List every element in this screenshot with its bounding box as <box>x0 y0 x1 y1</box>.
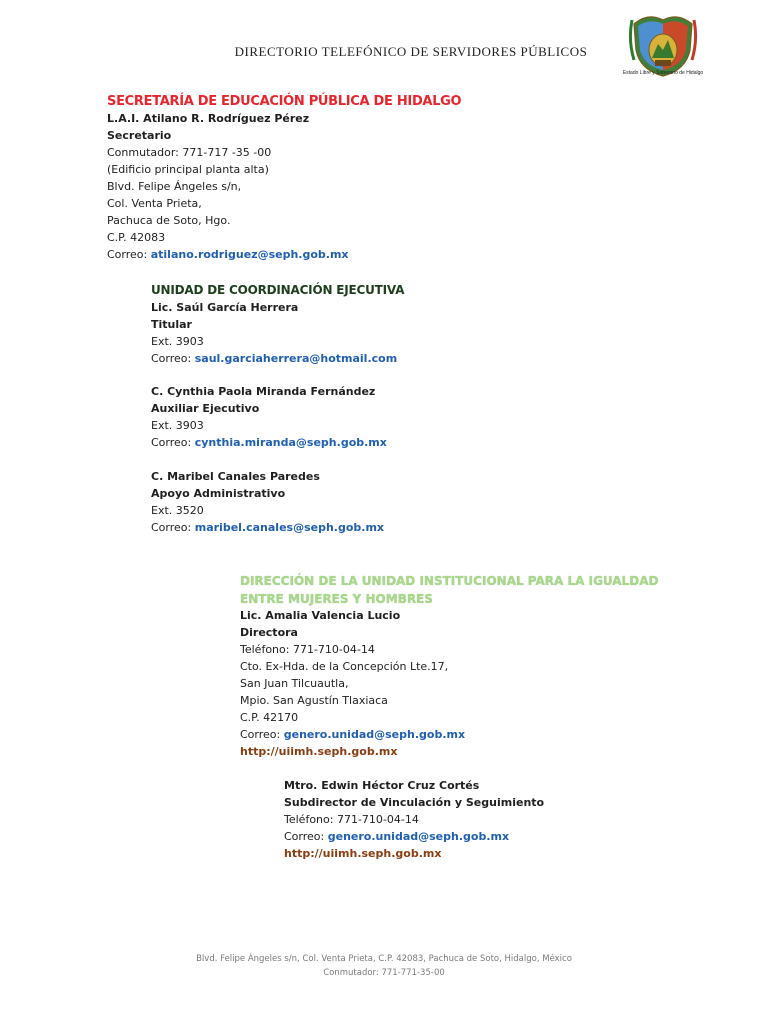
person-email-row <box>151 350 397 367</box>
direccion-address-2: San Juan Tilcuautla, <box>240 677 349 690</box>
direccion-heading-line-2: ENTRE MUJERES Y HOMBRES <box>240 592 433 606</box>
direccion-heading-line-1: DIRECCIÓN DE LA UNIDAD INSTITUCIONAL PARA LA IGUALDAD <box>240 574 659 588</box>
secretaria-building: (Edificio principal planta alta) <box>107 163 269 176</box>
secretaria-email-row <box>107 246 349 263</box>
secretaria-email-link[interactable]: atilano.rodriguez@seph.gob.mx <box>150 248 349 261</box>
person-name: Lic. Saúl García Herrera <box>151 301 299 314</box>
email-label: Correo: <box>240 728 284 741</box>
person-email-row <box>151 519 384 536</box>
subdirector-website-link[interactable]: http://uiimh.seph.gob.mx <box>284 847 442 860</box>
secretaria-address-3: Pachuca de Soto, Hgo. <box>107 214 231 227</box>
footer-address: Blvd. Felipe Ángeles s/n, Col. Venta Prieta, C.P. 42083, Pachuca de Soto, Hidalgo, México <box>196 954 572 964</box>
direccion-phone: Teléfono: 771-710-04-14 <box>240 643 375 656</box>
secretaria-conmutador: Conmutador: 771-717 -35 -00 <box>107 146 272 159</box>
secretaria-address-1: Blvd. Felipe Ángeles s/n, <box>107 180 242 193</box>
secretaria-cp: C.P. 42083 <box>107 231 166 244</box>
unidad-person-2 <box>151 383 387 451</box>
subdirector-name: Mtro. Edwin Héctor Cruz Cortés <box>284 779 480 792</box>
email-label: Correo: <box>151 521 195 534</box>
person-name: C. Maribel Canales Paredes <box>151 470 320 483</box>
person-ext: Ext. 3903 <box>151 419 204 432</box>
unidad-person-1 <box>151 299 397 367</box>
subdirector-email-row <box>284 828 544 845</box>
subdirector-position: Subdirector de Vinculación y Seguimiento <box>284 796 545 809</box>
secretaria-contact <box>107 110 349 263</box>
email-label: Correo: <box>107 248 151 261</box>
person-email-link[interactable]: saul.garciaherrera@hotmail.com <box>194 352 398 365</box>
direccion-address-3: Mpio. San Agustín Tlaxiaca <box>240 694 388 707</box>
subdirector-phone: Teléfono: 771-710-04-14 <box>284 813 419 826</box>
unidad-heading: UNIDAD DE COORDINACIÓN EJECUTIVA <box>151 283 405 297</box>
document-title: DIRECTORIO TELEFÓNICO DE SERVIDORES PÚBLICOS <box>234 44 588 59</box>
person-ext: Ext. 3520 <box>151 504 204 517</box>
email-label: Correo: <box>151 352 195 365</box>
direccion-url-row <box>240 743 465 760</box>
direccion-name: Lic. Amalia Valencia Lucio <box>240 609 401 622</box>
direccion-website-link[interactable]: http://uiimh.seph.gob.mx <box>240 745 398 758</box>
hidalgo-coat-of-arms-icon <box>628 10 698 88</box>
direccion-heading <box>240 572 658 608</box>
person-name: C. Cynthia Paola Miranda Fernández <box>151 385 376 398</box>
person-position: Auxiliar Ejecutivo <box>151 402 260 415</box>
secretaria-address-2: Col. Venta Prieta, <box>107 197 202 210</box>
direccion-cp: C.P. 42170 <box>240 711 299 724</box>
person-ext: Ext. 3903 <box>151 335 204 348</box>
emblem-caption: Estado Libre y Soberano de Hidalgo <box>622 70 704 76</box>
secretaria-name: L.A.I. Atilano R. Rodríguez Pérez <box>107 112 310 125</box>
secretaria-position: Secretario <box>107 129 172 142</box>
person-email-link[interactable]: maribel.canales@seph.gob.mx <box>194 521 385 534</box>
page-footer <box>0 952 768 980</box>
subdirector-contact <box>284 777 544 862</box>
direccion-email-link[interactable]: genero.unidad@seph.gob.mx <box>283 728 466 741</box>
direccion-email-row <box>240 726 465 743</box>
subdirector-url-row <box>284 845 544 862</box>
direccion-address-1: Cto. Ex-Hda. de la Concepción Lte.17, <box>240 660 449 673</box>
footer-conmutador: Conmutador: 771-771-35-00 <box>323 968 445 978</box>
subdirector-email-link[interactable]: genero.unidad@seph.gob.mx <box>327 830 510 843</box>
person-position: Titular <box>151 318 192 331</box>
unidad-person-3 <box>151 468 384 536</box>
person-position: Apoyo Administrativo <box>151 487 286 500</box>
email-label: Correo: <box>284 830 328 843</box>
person-email-link[interactable]: cynthia.miranda@seph.gob.mx <box>194 436 387 449</box>
direccion-position: Directora <box>240 626 298 639</box>
secretaria-heading: SECRETARÍA DE EDUCACIÓN PÚBLICA DE HIDALGO <box>107 94 462 109</box>
direccion-contact <box>240 607 465 760</box>
email-label: Correo: <box>151 436 195 449</box>
person-email-row <box>151 434 387 451</box>
